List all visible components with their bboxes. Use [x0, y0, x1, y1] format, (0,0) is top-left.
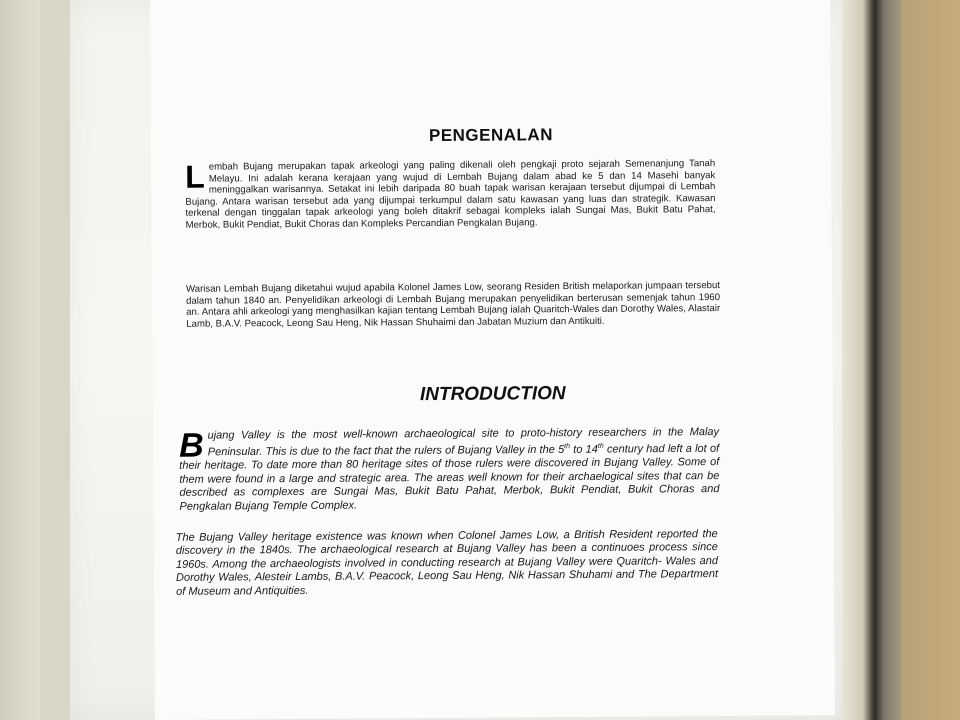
metal-frame-edge: [842, 0, 902, 720]
superscript-th-2: th: [597, 443, 604, 451]
heading-malay: PENGENALAN: [428, 125, 554, 146]
paragraph-malay-2-text: Warisan Lembah Bujang diketahui wujud apabila Kolonel James Low, seorang Residen British melaporkan jumpaan tersebut dalam tahun 1840 an. Penyelidikan arkeologi di Lembah Bujang merupakan penyelidikan berterusan semenjak tahun 1960 an. Antara ahli arkeologi yang menghasilkan kajian tentang Lembah Bujang ialah Quaritch-Wales dan Dorothy Wales, Alastair Lamb, B.A.V. Peacock, Leong Sau Heng, Nik Hassan Shuhaimi dan Jabatan Muzium dan Antikuiti.: [185, 280, 721, 330]
heading-english: INTRODUCTION: [419, 383, 566, 406]
dropcap-b: B: [178, 426, 204, 465]
paragraph-english-1: [179, 426, 720, 514]
paragraph-english-1-part1: ujang Valley is the most well-known archaeological site to proto-history researchers in the Malay Peninsular. This is due to the fact that the rulers of Bujang Valley in the 5: [207, 426, 720, 459]
paragraph-malay-2: [186, 280, 720, 330]
paragraph-malay-1: [185, 158, 715, 231]
paragraph-malay-1-text: embah Bujang merupakan tapak arkeologi yang paling dikenali oleh pengkaji proto sejarah Semenanjung Tanah Melayu. Ini adalah kerana kerajaan yang wujud di Lembah Bujang dalam abad ke 5 dan 14 Masehi banyak meninggalkan warisannya. Setakat ini lebih daripada 80 buah tapak warisan kerajaan tersebut dijumpai di Lembah Bujang. Antara warisan tersebut ada yang dijumpai terkumpul dalam satu kawasan yang luas dan strategik. Kawasan terkenal dengan tinggalan tapak arkeologi yang boleh ditakrif sebagai kompleks ialah Sungai Mas, Bukit Batu Pahat, Merbok, Bukit Pendiat, Bukit Choras dan Kompleks Percandian Pengkalan Bujang.: [185, 158, 716, 231]
wall-left: [0, 0, 40, 720]
paragraph-english-1-part2: to 14: [569, 443, 598, 457]
paragraph-english-2: [176, 528, 718, 599]
dropcap-l: L: [185, 158, 205, 195]
paragraph-english-1-part3: century had left a lot of their heritage. To date more than 80 heritage sites of those rulers were discovered in Bujang Valley. Some of them were found in a large and strategic area. The areas well known for their archaelogical sites that can be described as complexes are Sungai Mas, Bukit Batu Pahat, Merbok, Bukit Pendiat, Bukit Choras and Pengkalan Bujang Temple Complex.: [179, 443, 720, 513]
superscript-th-1: th: [564, 443, 571, 451]
paragraph-english-2-text: The Bujang Valley heritage existence was known when Colonel James Low, a British Resident reported the discovery in the 1840s. The archaeological research at Bujang Valley has been a continuoes process since 1960s. Among the archaeologists involved in conducting research at Bujang Valley were Quaritch- Wales and Dorothy Wales, Alesteir Lambs, B.A.V. Peacock, Leong Sau Heng, Nik Hassan Shuhami and The Department of Museum and Antiquities.: [175, 528, 719, 598]
info-panel: [150, 0, 835, 720]
